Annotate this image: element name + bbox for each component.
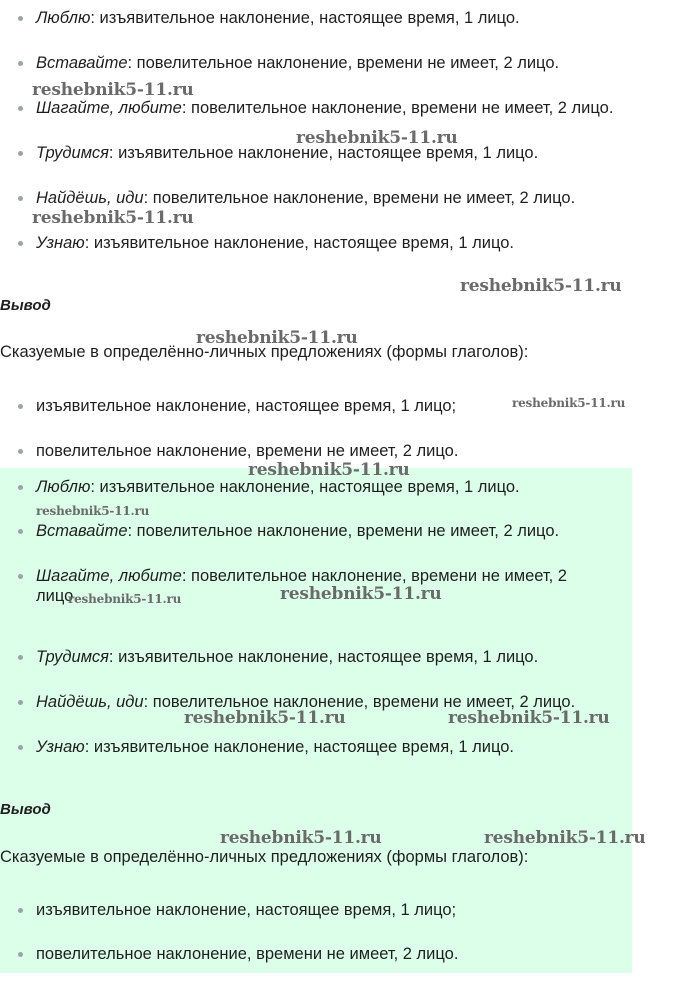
list-item xyxy=(18,441,632,461)
verb-desc: : повелительное наклонение, времени не имеет, 2 лицо. xyxy=(143,189,576,207)
bullet-icon xyxy=(18,529,23,534)
watermark: reshebnik5-11.ru xyxy=(196,328,358,348)
verb-lead: Трудимся xyxy=(36,144,109,162)
verb-lead: Шагайте, любите xyxy=(36,567,182,585)
list-item xyxy=(18,477,632,497)
list-item xyxy=(18,188,632,208)
verb-desc: : повелительное наклонение, времени не имеет, 2 лицо. xyxy=(127,522,560,540)
watermark: reshebnik5-11.ru xyxy=(68,592,182,606)
summary-text: изъявительное наклонение, настоящее время, 1 лицо; xyxy=(36,397,457,415)
bullet-icon xyxy=(18,106,23,111)
verb-lead: Узнаю xyxy=(36,738,85,756)
list-item xyxy=(18,53,632,73)
conclusion-heading: Вывод xyxy=(0,801,51,818)
list-item xyxy=(18,944,632,964)
verb-desc: : повелительное наклонение, времени не имеет, 2 лицо. xyxy=(36,567,567,605)
summary-text: изъявительное наклонение, настоящее время, 1 лицо; xyxy=(36,901,457,919)
watermark: reshebnik5-11.ru xyxy=(220,828,382,848)
conclusion-text: Сказуемые в определённо-личных предложениях (формы глаголов): xyxy=(0,848,529,866)
bullet-icon xyxy=(18,574,23,579)
verb-lead: Вставайте xyxy=(36,54,128,72)
list-item xyxy=(18,647,632,667)
bullet-icon xyxy=(18,241,23,246)
list-item xyxy=(18,8,632,28)
bullet-icon xyxy=(18,449,23,454)
verb-desc: : повелительное наклонение, времени не имеет, 2 лицо. xyxy=(143,693,576,711)
watermark: reshebnik5-11.ru xyxy=(460,276,622,296)
bullet-icon xyxy=(18,16,23,21)
verb-desc: : повелительное наклонение, времени не имеет, 2 лицо. xyxy=(181,99,614,117)
verb-desc: : изъявительное наклонение, настоящее время, 1 лицо. xyxy=(84,738,514,756)
bullet-icon xyxy=(18,745,23,750)
verb-lead: Трудимся xyxy=(36,648,109,666)
list-item xyxy=(18,737,632,757)
bullet-icon xyxy=(18,61,23,66)
bullet-icon xyxy=(18,151,23,156)
verb-lead: Узнаю xyxy=(36,234,85,252)
watermark: reshebnik5-11.ru xyxy=(32,80,194,100)
verb-desc: : изъявительное наклонение, настоящее время, 1 лицо. xyxy=(108,648,539,666)
verb-lead: Шагайте, любите xyxy=(36,99,182,117)
verb-lead: Найдёшь, иди xyxy=(36,693,144,711)
watermark: reshebnik5-11.ru xyxy=(280,584,442,604)
watermark: reshebnik5-11.ru xyxy=(448,708,610,728)
verb-lead: Найдёшь, иди xyxy=(36,189,144,207)
conclusion-heading: Вывод xyxy=(0,297,51,314)
conclusion-text: Сказуемые в определённо-личных предложениях (формы глаголов): xyxy=(0,343,529,361)
list-item xyxy=(18,900,632,920)
verb-desc: : изъявительное наклонение, настоящее время, 1 лицо. xyxy=(84,234,514,252)
list-item xyxy=(18,233,632,253)
bullet-icon xyxy=(18,655,23,660)
verb-lead: Вставайте xyxy=(36,522,128,540)
watermark: reshebnik5-11.ru xyxy=(248,460,410,480)
verb-desc: : изъявительное наклонение, настоящее время, 1 лицо. xyxy=(108,144,539,162)
watermark: reshebnik5-11.ru xyxy=(36,504,150,518)
verb-desc: : изъявительное наклонение, настоящее время, 1 лицо. xyxy=(90,9,520,27)
watermark: reshebnik5-11.ru xyxy=(184,708,346,728)
bullet-icon xyxy=(18,700,23,705)
verb-desc: : повелительное наклонение, времени не имеет, 2 лицо. xyxy=(127,54,560,72)
bullet-icon xyxy=(18,404,23,409)
summary-text: повелительное наклонение, времени не имеет, 2 лицо. xyxy=(36,945,459,963)
list-item xyxy=(18,98,632,118)
bullet-icon xyxy=(18,908,23,913)
verb-lead: Люблю xyxy=(36,478,91,496)
watermark: reshebnik5-11.ru xyxy=(296,128,458,148)
summary-text: повелительное наклонение, времени не имеет, 2 лицо. xyxy=(36,442,459,460)
list-item xyxy=(18,521,632,541)
verb-desc: : изъявительное наклонение, настоящее время, 1 лицо. xyxy=(90,478,520,496)
watermark: reshebnik5-11.ru xyxy=(484,828,646,848)
watermark: reshebnik5-11.ru xyxy=(512,396,626,410)
watermark: reshebnik5-11.ru xyxy=(32,208,194,228)
bullet-icon xyxy=(18,196,23,201)
bullet-icon xyxy=(18,485,23,490)
bullet-icon xyxy=(18,952,23,957)
verb-lead: Люблю xyxy=(36,9,91,27)
